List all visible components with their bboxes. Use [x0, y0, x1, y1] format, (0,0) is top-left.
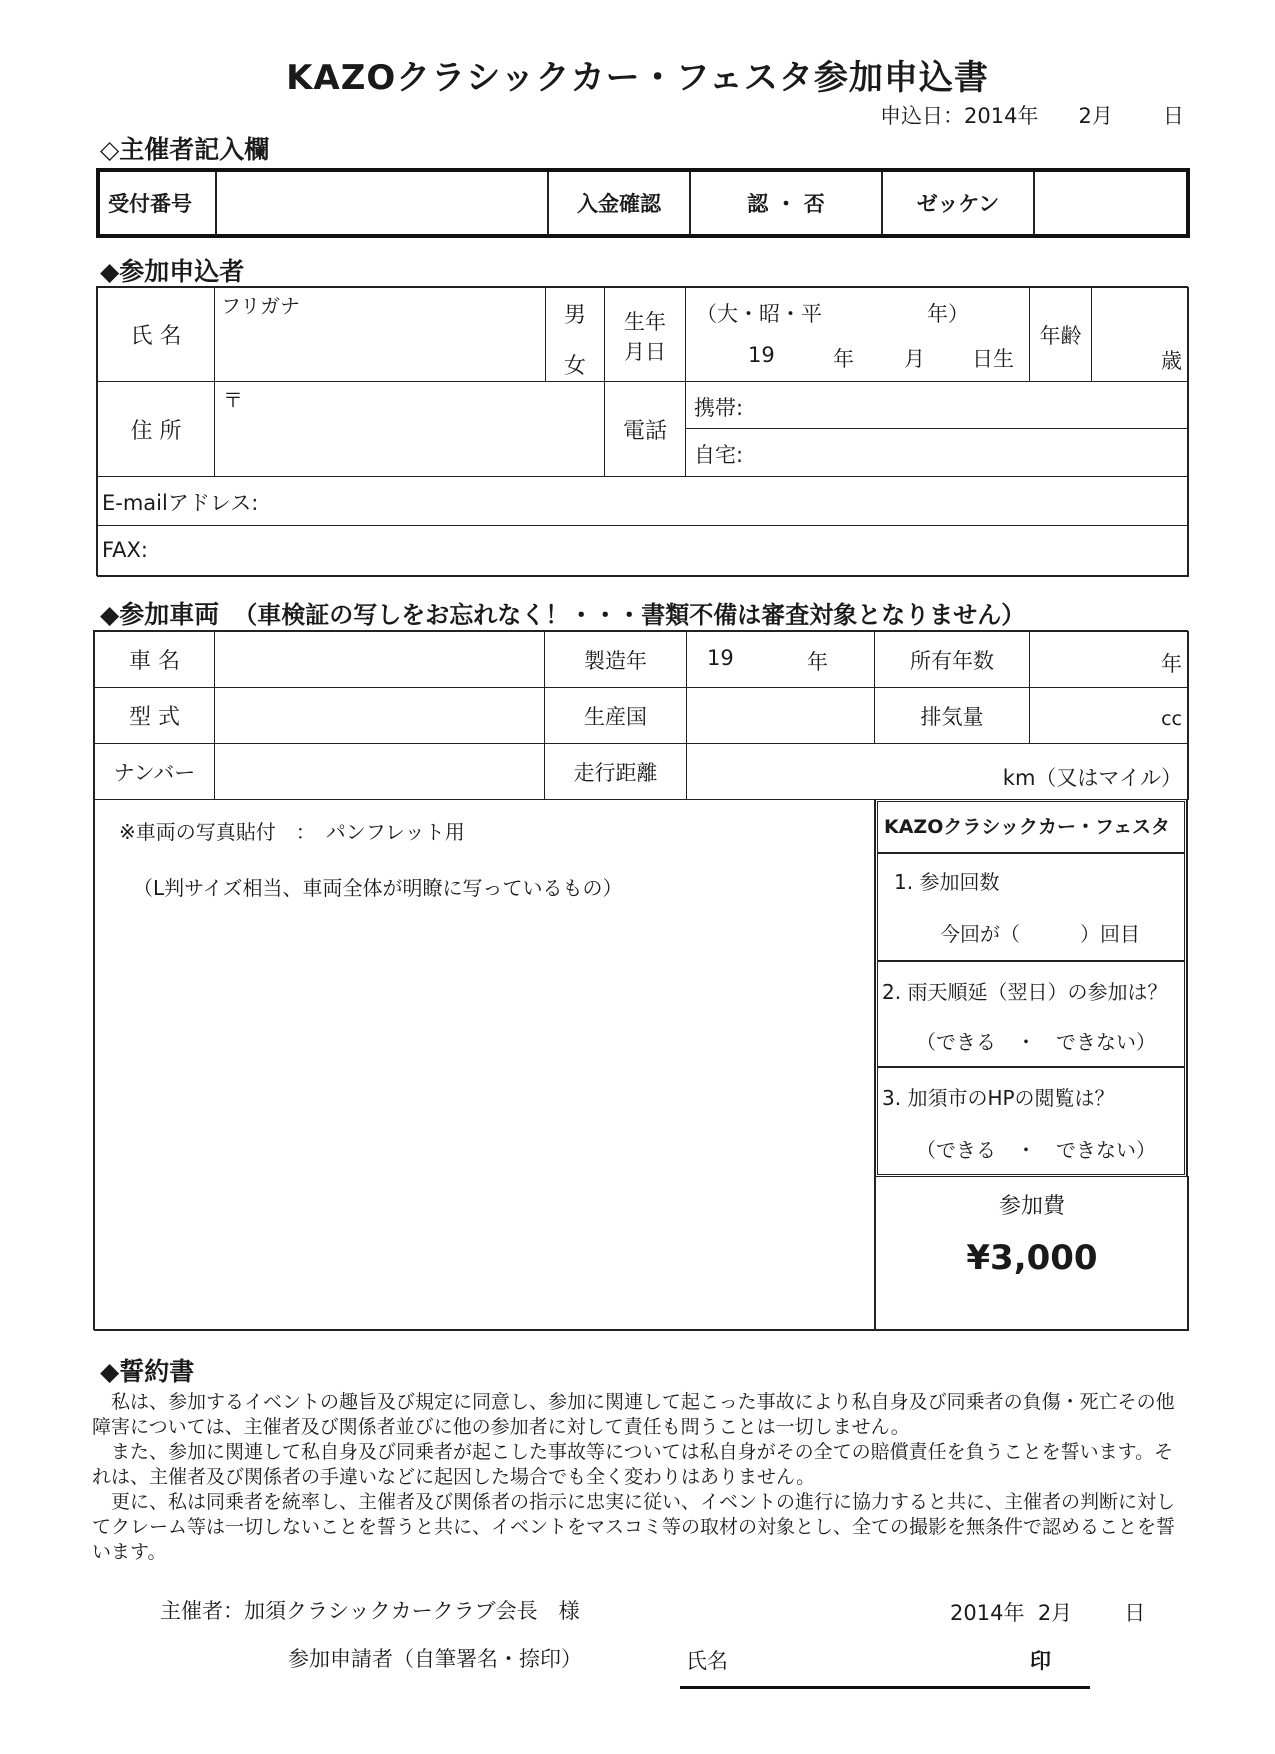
pledge-paragraph-3: 更に、私は同乗者を統率し、主催者及び関係者の指示に忠実に従い、イベントの進行に協力すると共に、主催者の判断に対してクレーム等は一切しないことを誓うと共に、イベントをマスコミ等の取材の対象とし、全ての撮影を無条件で認めることを誓います。	[92, 1491, 1176, 1563]
country-field[interactable]	[686, 687, 875, 744]
manufacture-year-label: 製造年	[544, 631, 687, 688]
home-phone-field[interactable]	[685, 428, 1189, 477]
model-label: 型 式	[94, 687, 215, 744]
displacement-field[interactable]	[1029, 687, 1189, 744]
application-day: 日	[1162, 104, 1184, 128]
vehicle-note: （車検証の写しをお忘れなく！・・・書類不備は審査対象となりません）	[233, 601, 1026, 629]
ownership-years-unit: 年	[1161, 652, 1182, 676]
signature-date-month: 2月	[1037, 1601, 1073, 1625]
age-unit: 歳	[1161, 349, 1182, 373]
home-phone-label: 自宅:	[694, 443, 744, 467]
seal-label: 印	[1030, 1649, 1051, 1673]
survey-q1-answer[interactable]: 今回が（ ）回目	[940, 922, 1140, 946]
birth-label	[604, 287, 686, 382]
organizer-section-heading: ◇主催者記入欄	[100, 135, 270, 164]
address-field[interactable]	[214, 381, 605, 477]
pledge-text	[92, 1390, 1182, 1565]
mileage-field[interactable]	[686, 743, 1189, 800]
country-label: 生産国	[544, 687, 687, 744]
name-field[interactable]	[214, 287, 546, 382]
birth-label-line2: 月日	[624, 340, 666, 364]
signature-date-year: 2014年	[950, 1601, 1025, 1625]
pledge-paragraph-2: また、参加に関連して私自身及び同乗者が起こした事故等については私自身がその全ての賠償責任を負うことを誓います。それは、主催者及び関係者の手違いなどに起因した場合でも全く変わりはありません。	[92, 1441, 1174, 1488]
email-label: E-mailアドレス:	[102, 491, 259, 515]
phone-label: 電話	[604, 381, 686, 477]
ownership-years-label: 所有年数	[874, 631, 1030, 688]
vehicle-table	[93, 630, 1188, 1330]
fax-field[interactable]	[97, 525, 1189, 577]
mileage-unit: km（又はマイル）	[1002, 766, 1182, 790]
survey-q3-label: 3. 加須市のHPの閲覧は？	[882, 1086, 1115, 1110]
zekken-label: ゼッケン	[882, 170, 1034, 236]
era-options[interactable]: （大・昭・平 年）	[696, 302, 969, 326]
car-name-field[interactable]	[214, 631, 545, 688]
mobile-label: 携帯:	[694, 396, 744, 420]
organizer-table	[96, 168, 1190, 238]
furigana-label: フリガナ	[221, 294, 300, 318]
vehicle-section-heading	[100, 595, 1025, 631]
number-plate-field[interactable]	[214, 743, 545, 800]
signature-date	[950, 1597, 1145, 1627]
survey-q1	[878, 852, 1184, 960]
survey-q2	[878, 960, 1184, 1066]
cc-unit: cc	[1161, 708, 1182, 730]
photo-area[interactable]	[94, 799, 875, 1331]
applicant-section-heading: ◆参加申込者	[100, 257, 245, 286]
pledge-paragraph-1: 私は、参加するイベントの趣旨及び規定に同意し、参加に関連して起こった事故により私自身及び同乗者の負傷・死亡その他障害については、主催者及び関係者並びに他の参加者に対して責任も問うことは一切しません。	[92, 1391, 1175, 1438]
photo-size-note: （L判サイズ相当、車両全体が明瞭に写っているもの）	[133, 876, 623, 900]
survey-q2-label: 2. 雨天順延（翌日）の参加は？	[882, 980, 1168, 1004]
signature-name-label: 氏名	[686, 1649, 728, 1673]
displacement-label: 排気量	[874, 687, 1030, 744]
mileage-label: 走行距離	[544, 743, 687, 800]
name-label: 氏 名	[97, 287, 215, 382]
email-field[interactable]	[97, 476, 1189, 526]
model-field[interactable]	[214, 687, 545, 744]
birth-label-line1: 生年	[624, 310, 666, 334]
vehicle-heading: ◆参加車両	[100, 600, 220, 629]
birth-date-field[interactable]	[685, 287, 1030, 382]
number-plate-label: ナンバー	[94, 743, 215, 800]
payment-approve-options[interactable]: 認 ・ 否	[690, 170, 882, 236]
survey-q1-label: 1. 参加回数	[894, 870, 1000, 894]
postal-mark: 〒	[223, 388, 243, 412]
applicant-signature-label: 参加申請者（自筆署名・捺印）	[288, 1647, 582, 1671]
form-title: KAZOクラシックカー・フェスタ参加申込書	[286, 58, 989, 98]
payment-check-label: 入金確認	[548, 170, 690, 236]
application-month: 2月	[1078, 104, 1113, 128]
pledge-heading: ◆誓約書	[100, 1357, 195, 1386]
survey-box	[875, 799, 1187, 1177]
sex-selector[interactable]	[545, 287, 605, 382]
application-date-label: 申込日：2014年	[880, 104, 1039, 128]
sex-female[interactable]: 女	[563, 354, 586, 379]
photo-instruction: ※車両の写真貼付 ： パンフレット用	[119, 820, 465, 844]
signature-line[interactable]	[680, 1686, 1090, 1689]
age-field[interactable]	[1091, 287, 1189, 382]
applicant-table	[96, 286, 1188, 576]
fee-box	[875, 1176, 1189, 1331]
reception-number-field[interactable]	[216, 170, 548, 236]
ownership-years-field[interactable]	[1029, 631, 1189, 688]
manufacture-year-unit: 年	[807, 650, 828, 674]
fee-amount: ¥3,000	[966, 1238, 1098, 1278]
fax-label: FAX:	[102, 538, 148, 562]
mobile-field[interactable]	[685, 381, 1189, 429]
address-label: 住 所	[97, 381, 215, 477]
birth-year-prefix: 19	[748, 343, 775, 367]
zekken-field[interactable]	[1034, 170, 1188, 236]
birth-month-unit: 月	[904, 347, 925, 371]
survey-q3-answer[interactable]: （できる ・ できない）	[916, 1138, 1156, 1162]
fee-label: 参加費	[998, 1194, 1065, 1219]
survey-q3	[878, 1066, 1184, 1174]
manufacture-year-prefix: 19	[707, 646, 734, 670]
survey-title: KAZOクラシックカー・フェスタ	[884, 816, 1171, 838]
signature-date-day: 日	[1124, 1601, 1146, 1625]
reception-number-label: 受付番号	[98, 170, 216, 236]
survey-q2-answer[interactable]: （できる ・ できない）	[916, 1030, 1156, 1054]
organizer-addressee: 主催者：加須クラシックカークラブ会長 様	[160, 1599, 580, 1623]
age-label: 年齢	[1029, 287, 1092, 382]
manufacture-year-field[interactable]	[686, 631, 875, 688]
application-date	[880, 100, 1184, 130]
car-name-label: 車 名	[94, 631, 215, 688]
birth-day-unit: 日生	[972, 347, 1014, 371]
sex-male[interactable]: 男	[563, 303, 586, 328]
birth-year-unit: 年	[833, 347, 854, 371]
